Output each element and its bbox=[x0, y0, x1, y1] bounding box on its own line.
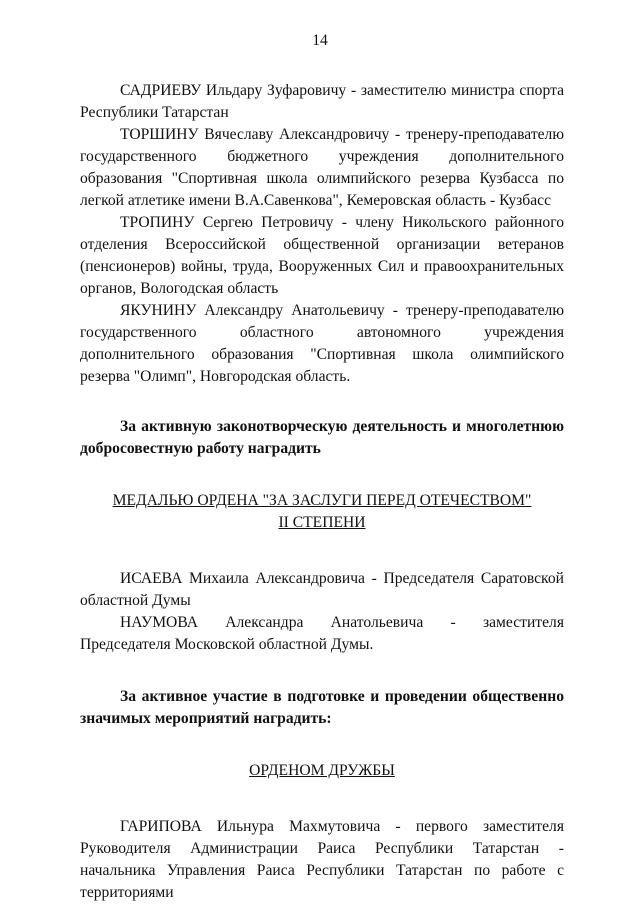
award-title-medal-line-2: II СТЕПЕНИ bbox=[278, 514, 366, 531]
document-body bbox=[80, 80, 564, 904]
recipient-yakunin: ЯКУНИНУ Александру Анатольевичу - тренеру-преподавателю государственного областного автономного учреждения дополнительного образования "Спортивная школа олимпийского резерва "Олимп", Новгородская область. bbox=[80, 302, 564, 385]
award-title-medal bbox=[80, 490, 564, 534]
page-number: 14 bbox=[312, 32, 328, 49]
section-heading-lawmaking: За активную законотворческую деятельность и многолетнюю добросовестную работу наградить bbox=[80, 418, 564, 457]
recipient-isaev: ИСАЕВА Михаила Александровича - Председателя Саратовской областной Думы bbox=[80, 570, 564, 609]
award-title-order-friendship bbox=[80, 760, 564, 782]
award-title-order-friendship-text: ОРДЕНОМ ДРУЖБЫ bbox=[249, 762, 395, 779]
section-heading-public-events: За активное участие в подготовке и проведении общественно значимых мероприятий наградить: bbox=[80, 688, 564, 727]
recipient-sadriev: САДРИЕВУ Ильдару Зуфаровичу - заместителю министра спорта Республики Татарстан bbox=[80, 82, 564, 121]
award-title-medal-line-1: МЕДАЛЬЮ ОРДЕНА "ЗА ЗАСЛУГИ ПЕРЕД ОТЕЧЕСТВОМ" bbox=[112, 492, 532, 509]
recipient-garipov: ГАРИПОВА Ильнура Махмутовича - первого заместителя Руководителя Администрации Раиса Республики Татарстан - начальника Управления Раиса Республики Татарстан по работе с территориями bbox=[80, 818, 564, 901]
recipient-torshin: ТОРШИНУ Вячеславу Александровичу - тренеру-преподавателю государственного бюджетного учреждения дополнительного образования "Спортивная школа олимпийского резерва Кузбасса по легкой атлетике имени В.А.Савенкова", Кемеровская область - Кузбасс bbox=[80, 126, 564, 209]
recipient-naumov: НАУМОВА Александра Анатольевича - заместителя Председателя Московской областной Думы. bbox=[80, 614, 564, 653]
recipient-tropin: ТРОПИНУ Сергею Петровичу - члену Никольского районного отделения Всероссийской общественной организации ветеранов (пенсионеров) войны, труда, Вооруженных Сил и правоохранительных органов, Вологодская область bbox=[80, 214, 564, 297]
